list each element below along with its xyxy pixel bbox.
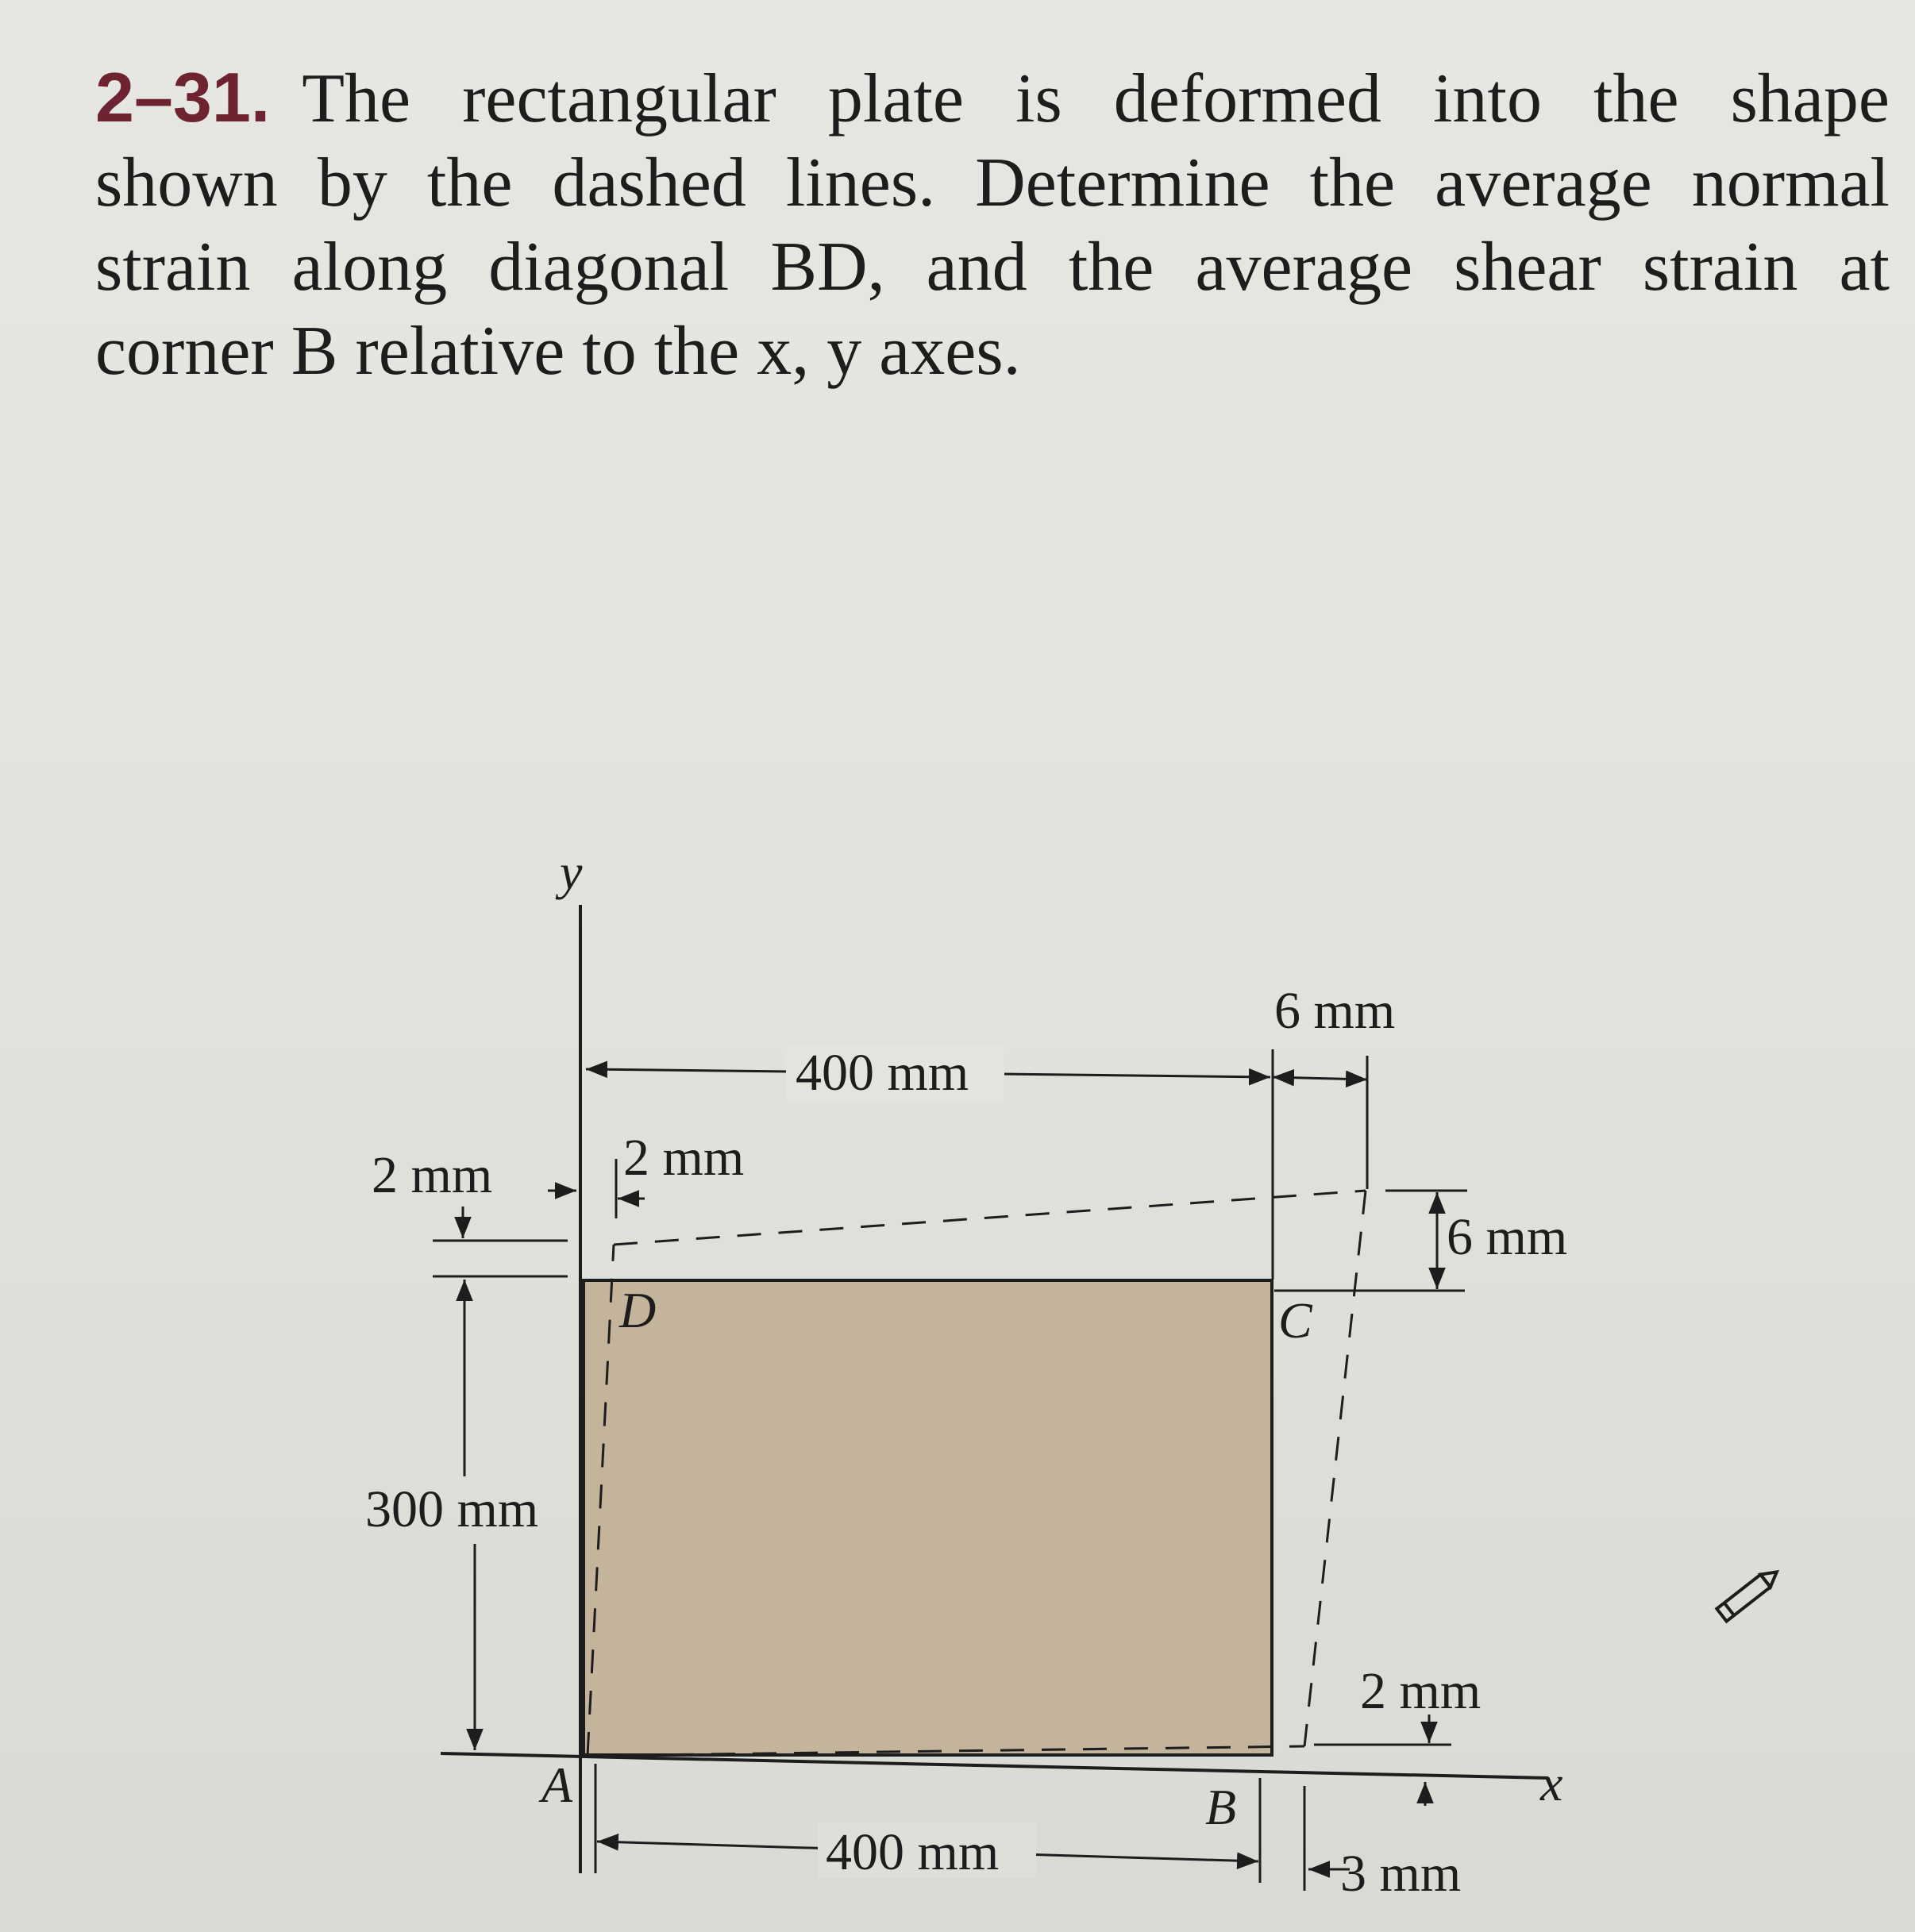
pencil-icon[interactable] — [1717, 1566, 1782, 1622]
left-shift-inner-label: 2 mm — [623, 1129, 745, 1187]
problem-number: 2–31. — [95, 58, 271, 137]
problem-line-2: shown by the dashed lines. Determine the average normal — [95, 144, 1890, 221]
bottom-right-vertical-label: 2 mm — [1360, 1662, 1482, 1720]
x-axis-label: x — [1540, 1755, 1563, 1811]
y-axis-label: y — [560, 844, 583, 900]
bottom-right-horizontal-label: 3 mm — [1340, 1845, 1462, 1903]
point-a-label: A — [541, 1757, 573, 1813]
x-axis — [441, 1753, 1548, 1778]
bottom-width-label: 400 mm — [826, 1823, 1000, 1881]
height-label: 300 mm — [365, 1480, 539, 1538]
top-right-vertical-label: 6 mm — [1447, 1208, 1568, 1266]
plate — [584, 1280, 1272, 1755]
point-b-label: B — [1205, 1779, 1237, 1835]
point-d-label: D — [619, 1282, 657, 1338]
problem-line-1-text: The rectangular plate is deformed into the shape — [302, 60, 1890, 137]
top-right-horizontal-dim-line — [1273, 1077, 1367, 1080]
left-shift-outer-label: 2 mm — [372, 1146, 493, 1204]
point-c-label: C — [1278, 1292, 1312, 1349]
top-width-label: 400 mm — [796, 1044, 969, 1102]
problem-line-3: strain along diagonal BD, and the average shear strain at — [95, 229, 1890, 306]
problem-line-4: corner B relative to the x, y axes. — [95, 313, 1021, 390]
top-right-horizontal-label: 6 mm — [1274, 982, 1396, 1040]
